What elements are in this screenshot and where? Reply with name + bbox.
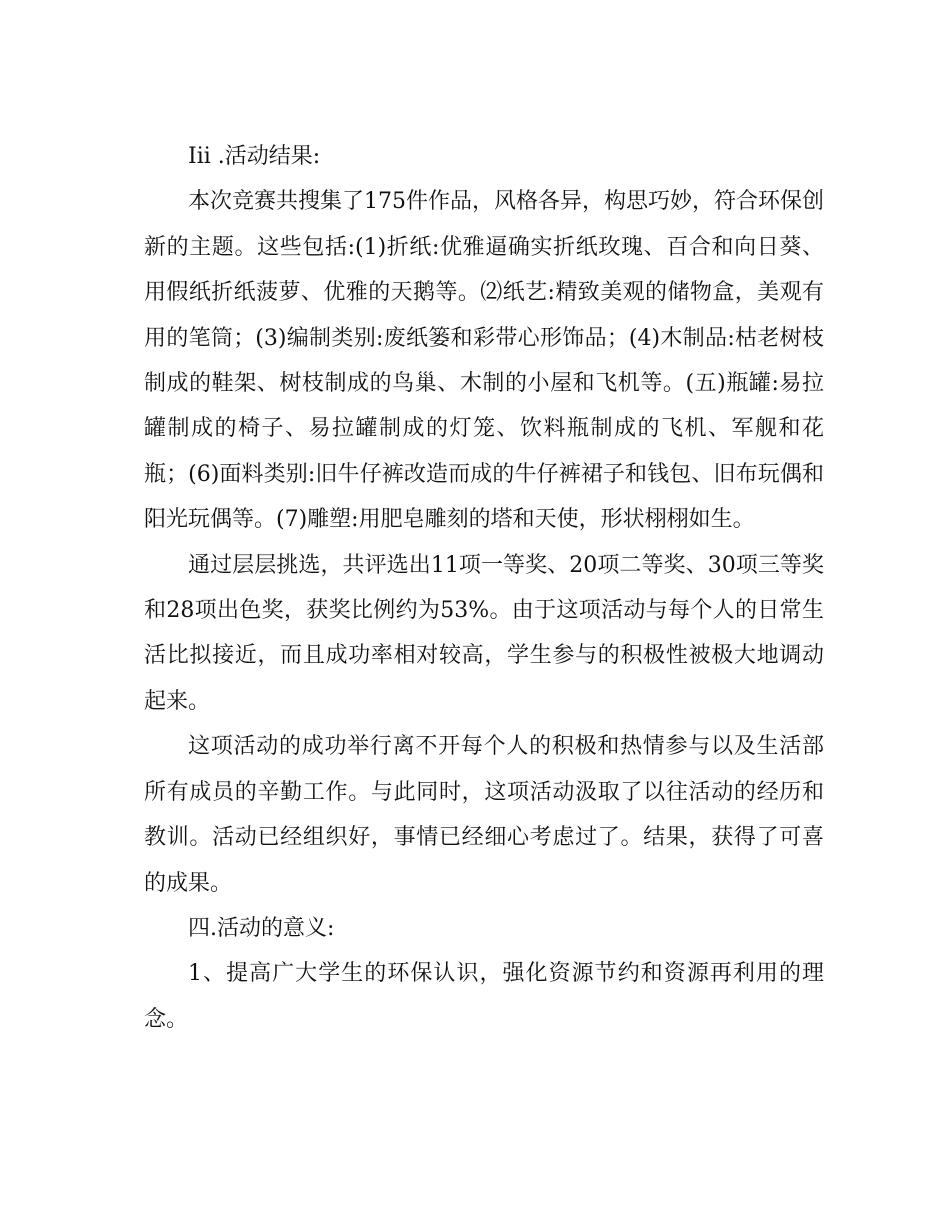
document-body: [144, 134, 824, 1042]
paragraph-significance-1: 1、提高广大学生的环保认识，强化资源节约和资源再利用的理念。: [144, 961, 824, 1032]
paragraph-works-collected: 本次竞赛共搜集了175件作品，风格各异，构思巧妙，符合环保创新的主题。这些包括:(1)折纸:优雅逼确实折纸玫瑰、百合和向日葵、用假纸折纸菠萝、优雅的天鹅等。⑵纸艺:精致美观的储物盒，美观有用的笔筒；(3)编制类别:废纸篓和彩带心形饰品；(4)木制品:枯老树枝制成的鞋架、树枝制成的鸟巢、木制的小屋和飞机等。(五)瓶罐:易拉罐制成的椅子、易拉罐制成的灯笼、饮料瓶制成的飞机、军舰和花瓶；(6)面料类别:旧牛仔裤改造而成的牛仔裤裙子和钱包、旧布玩偶和阳光玩偶等。(7)雕塑:用肥皂雕刻的塔和天使，形状栩栩如生。: [144, 189, 824, 533]
paragraph-success: 这项活动的成功举行离不开每个人的积极和热情参与以及生活部所有成员的辛勤工作。与此同时，这项活动汲取了以往活动的经历和教训。活动已经组织好，事情已经细心考虑过了。结果，获得了可喜的成果。: [144, 734, 824, 896]
section-heading-results: Iii .活动结果:: [188, 144, 321, 169]
paragraph-awards: 通过层层挑选，共评选出11项一等奖、20项二等奖、30项三等奖和28项出色奖，获奖比例约为53%。由于这项活动与每个人的日常生活比拟接近，而且成功率相对较高，学生参与的积极性被极大地调动起来。: [144, 552, 824, 714]
section-heading-significance: 四.活动的意义:: [188, 915, 335, 941]
